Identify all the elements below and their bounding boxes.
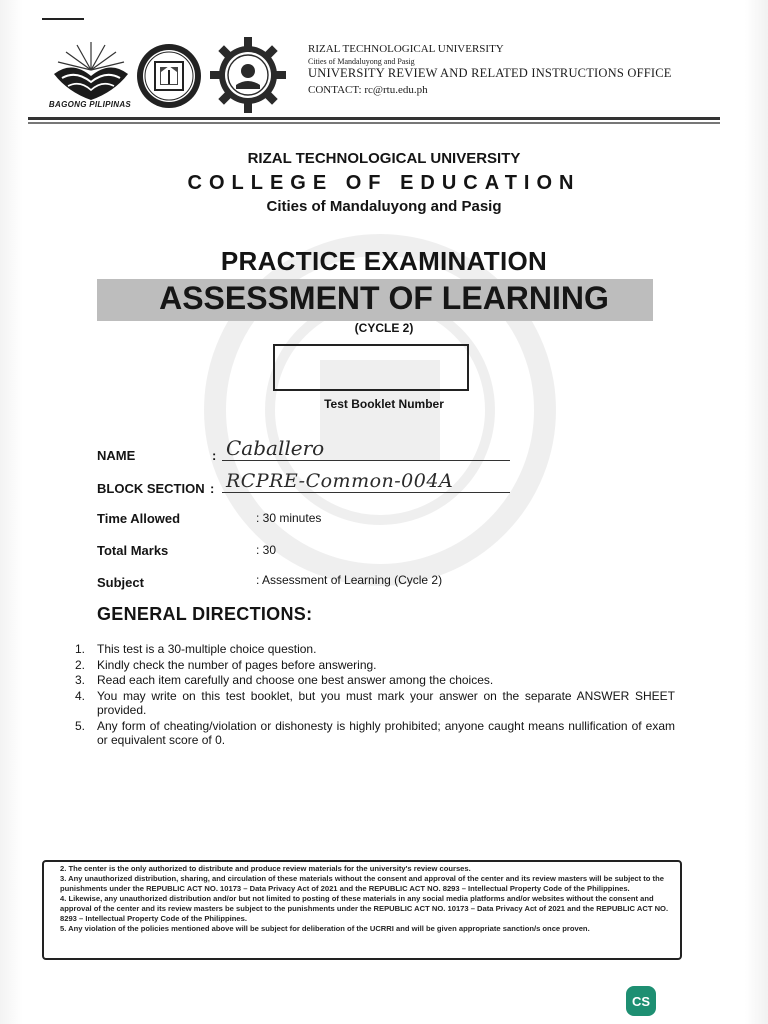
name-value[interactable]: Caballero: [226, 436, 325, 460]
title-university: RIZAL TECHNOLOGICAL UNIVERSITY: [247, 150, 521, 167]
bagong-pilipinas-label: BAGONG PILIPINAS: [48, 100, 132, 109]
subject-label: Subject: [97, 575, 144, 590]
notice-line: 5. Any violation of the policies mentioned above will be subject for deliberation of the UCRRI and will be given appropriate sanction/s once proven.: [60, 924, 590, 933]
block-section-colon: :: [210, 481, 215, 496]
general-directions-heading: GENERAL DIRECTIONS:: [97, 604, 313, 624]
notice-line: 2. The center is the only authorized to distribute and produce review materials for the university's review courses.: [60, 864, 471, 873]
block-section-underline: [222, 492, 510, 493]
notice-line: 4. Likewise, any unauthorized distribution and/or but not limited to posting of these materials in any social media platforms and/or websites without the consent and approval of the center and its review masters be subject to the punishments under the REPUBLIC ACT NO. 10173 – Data Privacy Act of 2021 and the REPUBLIC ACT NO. 8293 – Intellectual Property Code of the Philippines.: [60, 894, 669, 923]
header-rule-thin: [28, 122, 720, 124]
block-section-label: BLOCK SECTION: [97, 481, 205, 496]
block-section-value[interactable]: RCPRE-Common-004A: [226, 470, 454, 492]
exam-type-heading: PRACTICE EXAMINATION: [220, 246, 548, 276]
corner-mark: [42, 18, 84, 20]
booklet-number-label: Test Booklet Number: [324, 397, 444, 411]
notice-line: 3. Any unauthorized distribution, sharing, and circulation of these materials without the consent and approval of the center and its review masters will be subject to the punishments under the REPUBLIC ACT NO. 10173 – Data Privacy Act of 2021 and the REPUBLIC ACT NO. 8293 – Intellectual Property Code of the Philippines.: [60, 874, 664, 893]
booklet-number-box[interactable]: [273, 344, 469, 391]
list-item: 3. Read each item carefully and choose one best answer among the choices.: [75, 673, 494, 687]
exam-title: ASSESSMENT OF LEARNING: [159, 280, 609, 316]
total-marks-label: Total Marks: [97, 543, 169, 558]
gear-seal-icon: [210, 37, 286, 113]
list-item: 5. Any form of cheating/violation or dishonesty is highly prohibited; anyone caught means nullification of exam or equivalent score of 0.: [75, 718, 675, 747]
letterhead-cities: Cities of Mandaluyong and Pasig: [308, 57, 415, 66]
name-colon: :: [212, 448, 217, 463]
copyright-notice-box: [42, 860, 682, 960]
letterhead-contact: CONTACT: rc@rtu.edu.ph: [308, 84, 428, 96]
camscanner-icon: CS: [626, 986, 656, 1016]
list-item: 2. Kindly check the number of pages before answering.: [75, 657, 377, 672]
subject-value: : Assessment of Learning (Cycle 2): [256, 573, 443, 587]
exam-cycle: (CYCLE 2): [354, 321, 414, 335]
title-college: COLLEGE OF EDUCATION: [187, 172, 581, 194]
copyright-notice-text: [60, 864, 672, 934]
name-underline: [222, 460, 510, 461]
university-seal-icon: [135, 42, 203, 110]
time-allowed-value: : 30 minutes: [256, 511, 322, 525]
title-cities: Cities of Mandaluyong and Pasig: [266, 198, 502, 215]
total-marks-value: : 30: [256, 543, 277, 557]
letterhead-university: RIZAL TECHNOLOGICAL UNIVERSITY: [308, 43, 504, 55]
bagong-pilipinas-logo-icon: [50, 40, 132, 106]
list-item: 4. You may write on this test booklet, but you must mark your answer on the separate ANSWER SHEET provided.: [75, 688, 675, 717]
header-rule: [28, 117, 720, 120]
letterhead-office: UNIVERSITY REVIEW AND RELATED INSTRUCTIONS OFFICE: [308, 66, 672, 80]
name-label: NAME: [97, 448, 136, 463]
list-item: 1. This test is a 30-multiple choice question.: [75, 642, 317, 656]
time-allowed-label: Time Allowed: [97, 511, 181, 526]
directions-list: [75, 642, 675, 749]
